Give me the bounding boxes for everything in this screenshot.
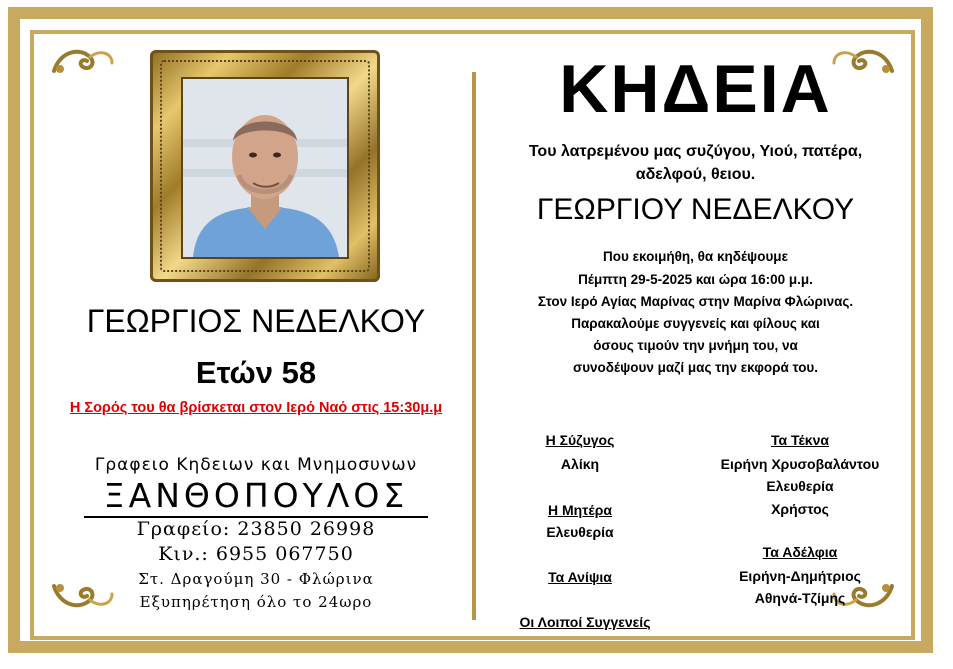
scroll-ornament-icon bbox=[50, 45, 116, 79]
funeral-office-line: Γραφειο Κηδειων και Μνημοσυνων bbox=[94, 455, 418, 475]
deceased-age: Ετών 58 bbox=[195, 355, 317, 390]
intro-line-2: αδελφού, θειου. bbox=[635, 166, 756, 183]
spouse-name: Αλίκη bbox=[560, 456, 600, 472]
portrait-photo bbox=[183, 79, 347, 257]
sibling-name: Αθηνά-Τζίμης bbox=[754, 590, 846, 606]
mother-heading: Η Μητέρα bbox=[547, 502, 613, 518]
child-name: Ειρήνη Χρυσοβαλάντου bbox=[720, 456, 880, 472]
children-heading: Τα Τέκνα bbox=[770, 432, 830, 448]
intro-line-1: Του λατρεμένου μας συζύγου, Υιού, πατέρα, bbox=[528, 143, 863, 160]
funeral-office-name: ΞΑΝΘΟΠΟΥΛΟΣ bbox=[103, 476, 409, 515]
child-name: Ελευθερία bbox=[766, 478, 834, 494]
nephews-heading: Τα Ανίψια bbox=[548, 569, 612, 585]
detail-line: Που εκοιμήθη, θα κηδέψουμε bbox=[603, 249, 788, 264]
mobile-phone: Κιν.: 6955 067750 bbox=[158, 543, 354, 565]
siblings-heading: Τα Αδέλφια bbox=[762, 544, 838, 560]
portrait-frame bbox=[150, 50, 380, 282]
other-relatives: Οι Λοιποί Συγγενείς bbox=[519, 614, 651, 630]
detail-line: όσους τιμούν την μνήμη του, να bbox=[593, 338, 798, 353]
column-divider bbox=[472, 72, 476, 620]
child-name: Χρήστος bbox=[771, 501, 829, 517]
viewing-notice: Η Σορός του θα βρίσκεται στον Ιερό Ναό στις 15:30μ.μ bbox=[69, 400, 443, 416]
office-phone: Γραφείο: 23850 26998 bbox=[136, 518, 376, 540]
detail-line: συνοδέψουν μαζί μας την εκφορά του. bbox=[572, 360, 819, 375]
detail-line: Παρακαλούμε συγγενείς και φίλους και bbox=[571, 316, 820, 331]
sibling-name: Ειρήνη-Δημήτριος bbox=[739, 568, 861, 584]
detail-line: Στον Ιερό Αγίας Μαρίνας στην Μαρίνα Φλώρινας. bbox=[537, 294, 854, 309]
office-address: Στ. Δραγούμη 30 - Φλώρινα bbox=[138, 570, 374, 588]
detail-line: Πέμπτη 29-5-2025 και ώρα 16:00 μ.μ. bbox=[578, 272, 813, 287]
notice-title: ΚΗΔΕΙΑ bbox=[559, 51, 832, 127]
deceased-name: ΓΕΩΡΓΙΟΣ ΝΕΔΕΛΚΟΥ bbox=[86, 303, 426, 339]
mother-name: Ελευθερία bbox=[546, 524, 614, 540]
spouse-heading: Η Σύζυγος bbox=[545, 432, 615, 448]
deceased-name-genitive: ΓΕΩΡΓΙΟΥ ΝΕΔΕΛΚΟΥ bbox=[536, 193, 855, 226]
office-hours: Εξυπηρέτηση όλο το 24ωρο bbox=[139, 593, 373, 611]
